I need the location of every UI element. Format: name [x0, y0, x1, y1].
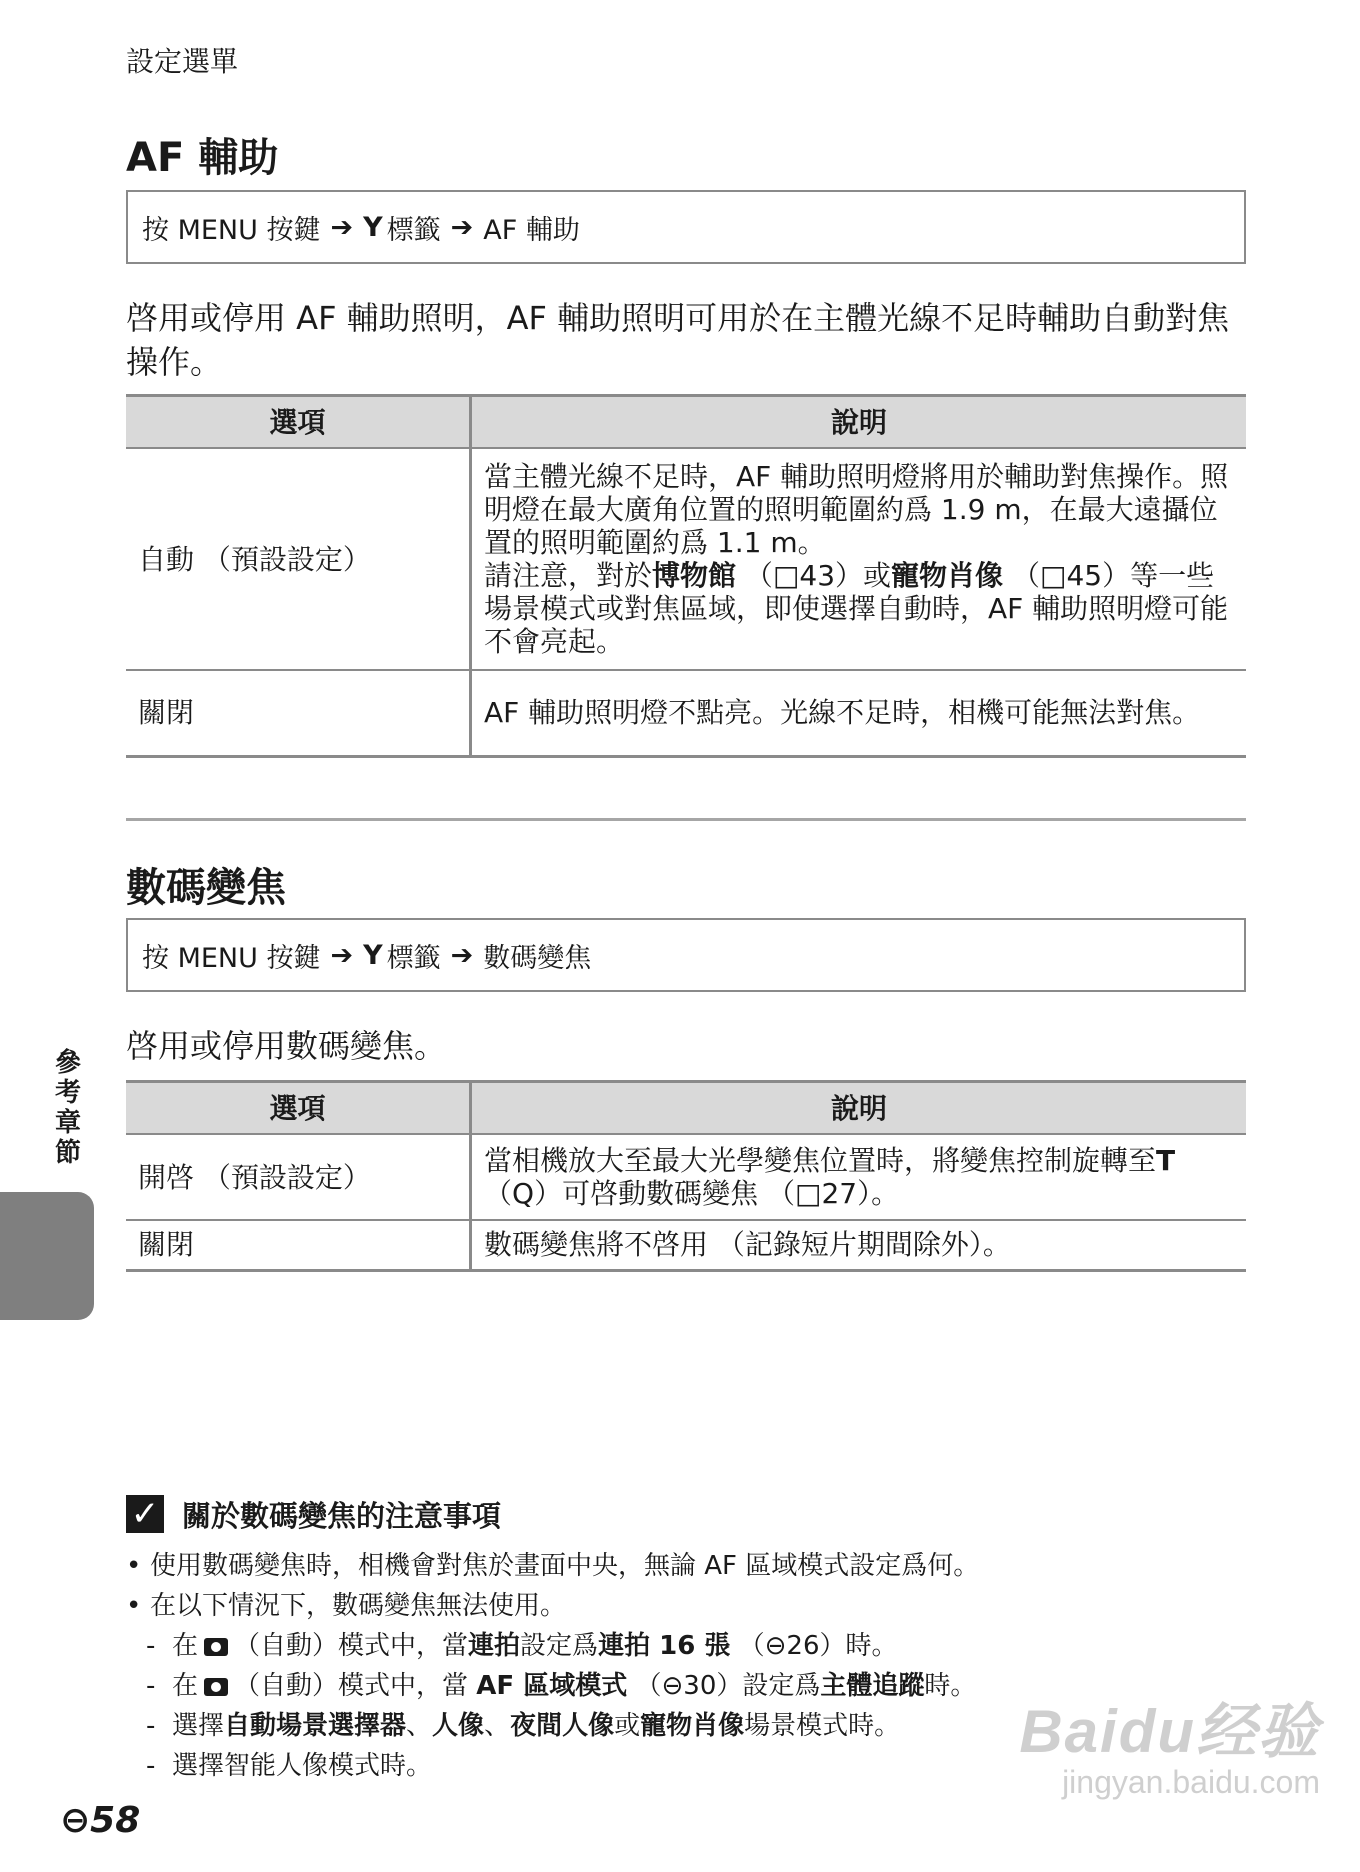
- options-table-af-assist: [126, 394, 1246, 758]
- table-header-row: [126, 1082, 1246, 1135]
- section-description-digital-zoom: 啓用或停用數碼變焦。: [126, 1027, 447, 1065]
- sub-list-item: - 在 （自動）模式中，當 AF 區域模式 （⊖30）設定爲主體追蹤時。: [126, 1666, 1246, 1706]
- table-header-row: [126, 396, 1246, 449]
- menu-path-item: 數碼變焦: [483, 942, 592, 974]
- menu-path-tab: 標籤: [386, 214, 441, 246]
- description-cell: AF 輔助照明燈不點亮。光線不足時，相機可能無法對焦。: [471, 670, 1247, 756]
- column-header-description: 說明: [471, 396, 1247, 449]
- note-title: 關於數碼變焦的注意事項: [182, 1498, 502, 1533]
- description-cell: 當相機放大至最大光學變焦位置時，將變焦控制旋轉至T （Q）可啓動數碼變焦 （□27）。: [471, 1134, 1247, 1220]
- option-cell: 關閉: [126, 670, 471, 756]
- tele-key-label: T: [1156, 1144, 1176, 1177]
- wrench-icon: Y: [363, 939, 383, 971]
- section-divider: [126, 818, 1246, 821]
- watermark: [1019, 1700, 1320, 1800]
- dash-marker: -: [146, 1671, 156, 1701]
- sub-list-item: - 選擇自動場景選擇器、人像、夜間人像或寵物肖像場景模式時。: [126, 1706, 1246, 1746]
- dash-marker: -: [146, 1631, 156, 1661]
- scene-name-museum: 博物館: [652, 559, 737, 592]
- camera-icon: [204, 1638, 228, 1656]
- list-item: • 在以下情況下，數碼變焦無法使用。: [126, 1586, 1246, 1626]
- note-heading: [126, 1494, 501, 1534]
- section-title-digital-zoom: 數碼變焦: [126, 865, 286, 911]
- running-head: 設定選單: [126, 45, 239, 78]
- table-row: [126, 670, 1246, 756]
- camera-icon: [204, 1678, 228, 1696]
- menu-path-digital-zoom: [126, 918, 1246, 992]
- menu-path-prefix: 按 MENU 按鍵: [142, 214, 321, 246]
- option-cell: 開啓 （預設設定）: [126, 1134, 471, 1220]
- reference-icon: ⊖: [764, 1631, 787, 1661]
- bullet-icon: •: [126, 1591, 142, 1621]
- scene-name-pet-portrait: 寵物肖像: [891, 559, 1004, 592]
- description-cell: 數碼變焦將不啓用 （記錄短片期間除外）。: [471, 1220, 1247, 1270]
- zoom-icon: Q: [512, 1177, 535, 1210]
- option-cell: 關閉: [126, 1220, 471, 1270]
- book-icon: □: [794, 1177, 822, 1210]
- description-cell: [471, 448, 1247, 670]
- table-row: [126, 1134, 1246, 1220]
- dash-marker: -: [146, 1751, 156, 1781]
- arrow-icon: ➔: [450, 939, 474, 971]
- section-description-af-assist: 啓用或停用 AF 輔助照明，AF 輔助照明可用於在主體光線不足時輔助自動對焦操作。: [126, 299, 1230, 381]
- book-icon: □: [772, 559, 800, 592]
- column-header-option: 選項: [126, 1082, 471, 1135]
- watermark-logo: Baidu经验: [1019, 1698, 1320, 1765]
- description-text: 當主體光線不足時，AF 輔助照明燈將用於輔助對焦操作。照明燈在最大廣角位置的照明範圍約爲 1.9 m，在最大遠攝位置的照明範圍約爲 1.1 m。: [484, 460, 1229, 559]
- menu-path-item: AF 輔助: [483, 214, 580, 246]
- arrow-icon: ➔: [330, 939, 354, 971]
- option-cell: 自動 （預設設定）: [126, 448, 471, 670]
- sub-list-item: - 在 （自動）模式中，當連拍設定爲連拍 16 張 （⊖26）時。: [126, 1626, 1246, 1666]
- chapter-side-tab: [0, 1192, 94, 1320]
- column-header-option: 選項: [126, 396, 471, 449]
- description-text: 請注意，對於博物館 （□43）或寵物肖像 （□45）等一些場景模式或對焦區域，即使選擇自動時，AF 輔助照明燈可能不會亮起。: [484, 559, 1229, 658]
- page-number: ⊖58: [60, 1800, 141, 1841]
- wrench-icon: Y: [363, 211, 383, 243]
- table-row: [126, 1220, 1246, 1270]
- section-title-af-assist: AF 輔助: [126, 135, 279, 181]
- table-row: [126, 448, 1246, 670]
- arrow-icon: ➔: [330, 211, 354, 243]
- menu-path-af-assist: [126, 190, 1246, 264]
- watermark-url: jingyan.baidu.com: [1062, 1764, 1320, 1800]
- column-header-description: 說明: [471, 1082, 1247, 1135]
- reference-icon: ⊖: [60, 1800, 91, 1841]
- menu-path-prefix: 按 MENU 按鍵: [142, 942, 321, 974]
- book-icon: □: [1039, 559, 1067, 592]
- bullet-icon: •: [126, 1551, 142, 1581]
- options-table-digital-zoom: [126, 1080, 1246, 1272]
- arrow-icon: ➔: [450, 211, 474, 243]
- chapter-side-label: 參考章節: [54, 1048, 81, 1168]
- checkmark-icon: ✓: [126, 1495, 164, 1533]
- dash-marker: -: [146, 1711, 156, 1741]
- reference-icon: ⊖: [661, 1671, 684, 1701]
- menu-path-tab: 標籤: [386, 942, 441, 974]
- sub-list-item: - 選擇智能人像模式時。: [126, 1746, 1246, 1786]
- list-item: • 使用數碼變焦時，相機會對焦於畫面中央，無論 AF 區域模式設定爲何。: [126, 1546, 1246, 1586]
